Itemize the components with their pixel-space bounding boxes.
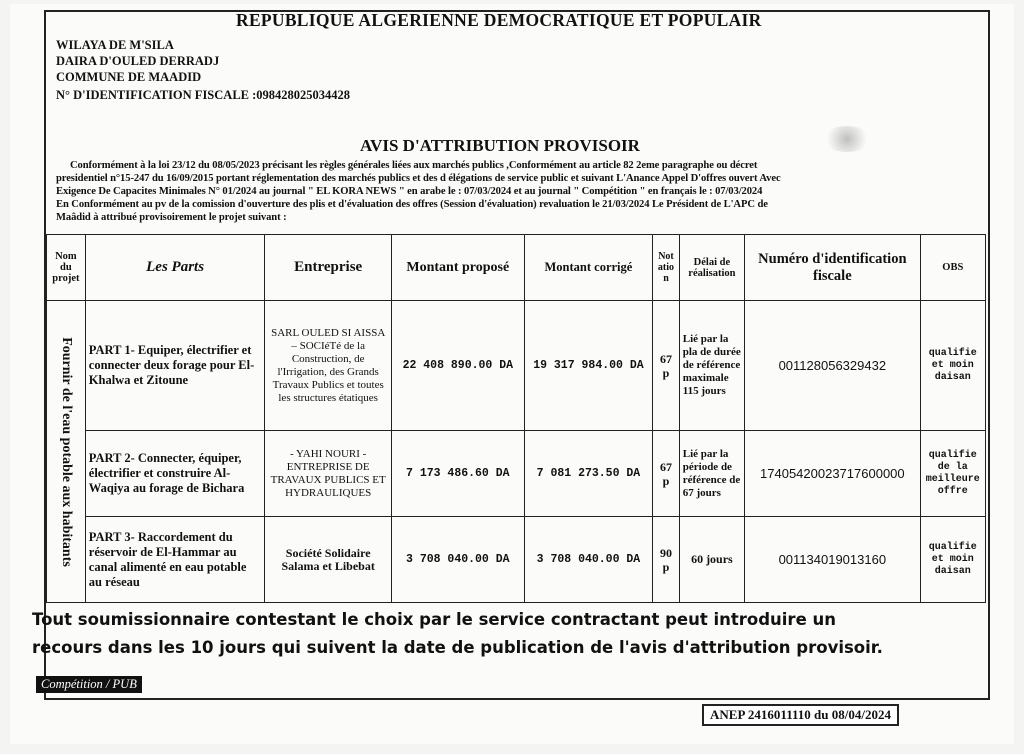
ink-smudge xyxy=(822,126,872,152)
table-header-row xyxy=(47,235,986,301)
notice-paragraph-line: Maâdid à attribué provisoirement le projet suivant : xyxy=(56,212,287,223)
attribution-table xyxy=(46,234,986,603)
table-row xyxy=(47,431,986,517)
montant-corrige-cell: 3 708 040.00 DA xyxy=(524,517,653,603)
delai-cell: 60 jours xyxy=(679,517,744,603)
header-nif: Numéro d'identification fiscale xyxy=(745,235,921,301)
notation-cell: 67 p xyxy=(653,301,680,431)
entreprise-cell: Société Solidaire Salama et Libebat xyxy=(265,517,392,603)
nif-cell: 001128056329432 xyxy=(745,301,921,431)
notice-paragraph-line: En Conformément au pv de la comission d'ouverture des plis et d'évaluation des offres (Session d'évaluation) revaluation le 21/03/2024 Le Président de L'APC de xyxy=(56,199,768,210)
montant-corrige-cell: 19 317 984.00 DA xyxy=(524,301,653,431)
footer-line: recours dans les 10 jours qui suivent la date de publication de l'avis d'attribution provisoir. xyxy=(32,638,883,657)
republic-title: REPUBLIQUE ALGERIENNE DEMOCRATIQUE ET POPULAIR xyxy=(236,10,762,30)
notation-cell: 67 p xyxy=(653,431,680,517)
header-montant-propose: Montant proposé xyxy=(391,235,524,301)
montant-corrige-cell: 7 081 273.50 DA xyxy=(524,431,653,517)
commune-line: COMMUNE DE MAADID xyxy=(56,70,202,84)
header-delai: Délai de réalisation xyxy=(679,235,744,301)
wilaya-line: WILAYA DE M'SILA xyxy=(56,38,174,52)
header-nom-projet: Nom du projet xyxy=(47,235,86,301)
delai-cell: Lié par la pla de durée de référence maximale 115 jours xyxy=(679,301,744,431)
header-les-parts: Les Parts xyxy=(85,235,265,301)
anep-reference: ANEP 2416011110 du 08/04/2024 xyxy=(702,704,899,726)
obs-cell: qualifie et moin daisan xyxy=(920,301,985,431)
part-cell: PART 3- Raccordement du réservoir de El-Hammar au canal alimenté en eau potable au réseau xyxy=(85,517,265,603)
source-label: Compétition / PUB xyxy=(36,676,142,693)
table-row xyxy=(47,517,986,603)
table-row xyxy=(47,301,986,431)
notice-title: AVIS D'ATTRIBUTION PROVISOIR xyxy=(360,136,640,155)
montant-propose-cell: 22 408 890.00 DA xyxy=(391,301,524,431)
header-montant-corrige: Montant corrigé xyxy=(524,235,653,301)
part-cell: PART 1- Equiper, électrifier et connecter deux forage pour El- Khalwa et Zitoune xyxy=(85,301,265,431)
nif-cell: 17405420023717600000 xyxy=(745,431,921,517)
project-name-cell xyxy=(47,301,86,603)
footer-line: Tout soumissionnaire contestant le choix par le service contractant peut introduire un xyxy=(32,610,836,629)
header-obs: OBS xyxy=(920,235,985,301)
entreprise-cell: - YAHI NOURI -ENTREPRISE DE TRAVAUX PUBLICS ET HYDRAULIQUES xyxy=(265,431,392,517)
newspaper-clipping xyxy=(10,4,1014,744)
montant-propose-cell: 3 708 040.00 DA xyxy=(391,517,524,603)
notice-paragraph-line: Exigence De Capacites Minimales N° 01/2024 au journal " EL KORA NEWS " en arabe le : 07/03/2024 et au journal " Compétition " en français le : 07/03/2024 xyxy=(56,186,763,197)
notice-paragraph-line: presidentiel n°15-247 du 16/09/2015 portant réglementation des marchés publics et des d élégations de service public et suivant L'Anance Appel D'offres ouvert Avec xyxy=(56,173,781,184)
daira-line: DAIRA D'OULED DERRADJ xyxy=(56,54,220,68)
delai-cell: Lié par la période de référence de 67 jours xyxy=(679,431,744,517)
obs-cell: qualifie de la meilleure offre xyxy=(920,431,985,517)
nif-cell: 001134019013160 xyxy=(745,517,921,603)
fiscal-id-line: N° D'IDENTIFICATION FISCALE :098428025034428 xyxy=(56,88,351,102)
obs-cell: qualifie et moin daisan xyxy=(920,517,985,603)
header-entreprise: Entreprise xyxy=(265,235,392,301)
montant-propose-cell: 7 173 486.60 DA xyxy=(391,431,524,517)
notice-paragraph-line: Conformément à la loi 23/12 du 08/05/2023 précisant les règles générales liées aux marchés publics ,Conformément au article 82 2eme paragraphe ou décret xyxy=(70,160,758,171)
notation-cell: 90 p xyxy=(653,517,680,603)
entreprise-cell: SARL OULED SI AISSA – SOCIéTé de la Construction, de l'Irrigation, des Grands Travaux Publics et toutes les structures étatiques xyxy=(265,301,392,431)
header-notation: Notation xyxy=(653,235,680,301)
project-name: Fournir de l'eau potable aux habitants xyxy=(58,336,74,567)
part-cell: PART 2- Connecter, équiper, électrifier et construire Al-Waqiya au forage de Bichara xyxy=(85,431,265,517)
